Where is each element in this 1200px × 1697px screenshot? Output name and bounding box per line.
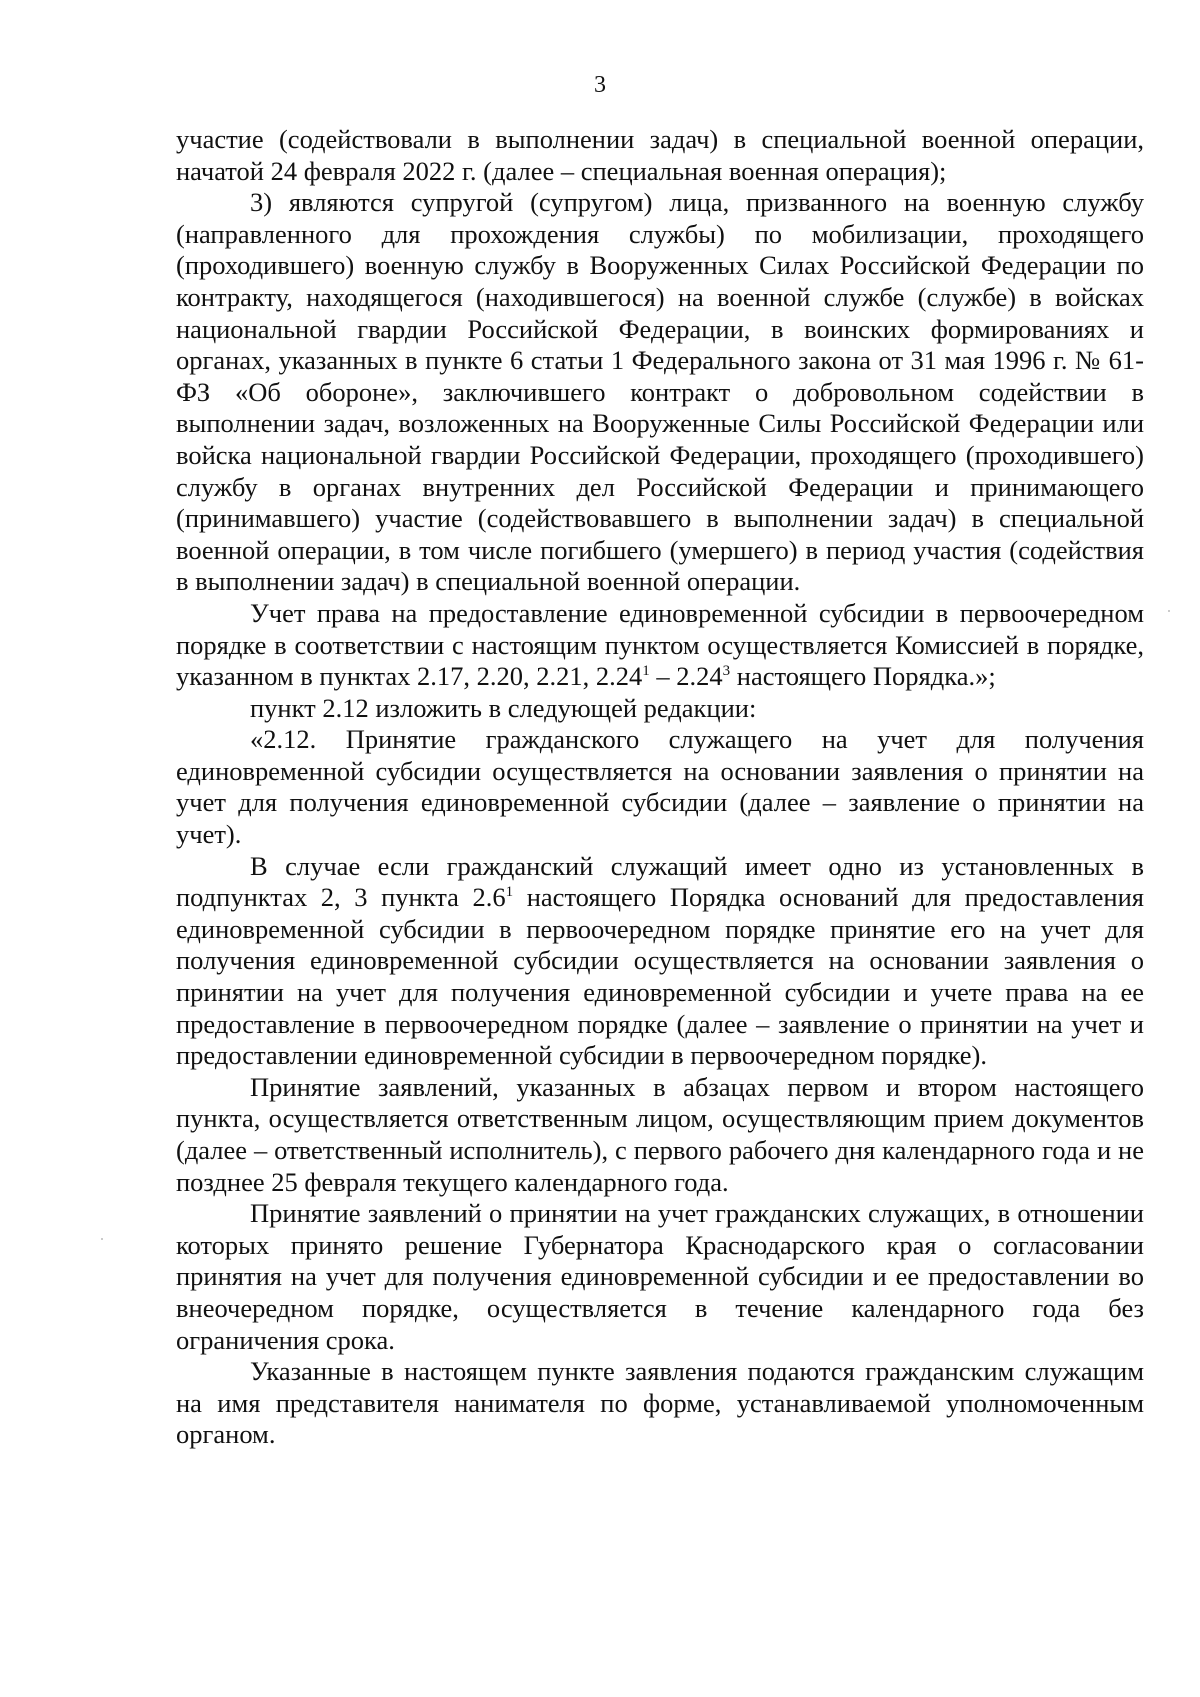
paragraph-6 [176,851,1144,1072]
scan-speck [1168,610,1170,612]
paragraph-6-text-b: настоящего Порядка оснований для предоставления единовременной субсидии в первоочередном порядке принятие его на учет для получения единовременной субсидии осуществляется на основании заявления о принятии на учет для получения единовременной субсидии и учете права на ее предоставление в первоочередном порядке (далее – заявление о принятии на учет и предоставлении единовременной субсидии в первоочередном порядке). [176,882,1144,1071]
paragraph-9: Указанные в настоящем пункте заявления подаются гражданским служащим на имя представителя нанимателя по форме, устанавливаемой уполномоченным органом. [176,1356,1144,1450]
paragraph-3 [176,598,1144,693]
superscript-3: 3 [722,663,731,680]
page-number: 3 [594,72,606,98]
paragraph-2: 3) являются супругой (супругом) лица, призванного на военную службу (направленного для прохождения службы) по мобилизации, проходящего (проходившего) военную службу в Вооруженных Силах Российской Федерации по контракту, находящегося (находившегося) на военной службе (службе) в войсках национальной гвардии Российской Федерации, в воинских формированиях и органах, указанных в пункте 6 статьи 1 Федерального закона от 31 мая 1996 г. № 61-ФЗ «Об обороне», заключившего контракт о добровольном содействии в выполнении задач, возложенных на Вооруженные Силы Российской Федерации или войска национальной гвардии Российской Федерации, проходящего (проходившего) службу в органах внутренних дел Российской Федерации и принимающего (принимавшего) участие (содействовавшего в выполнении задач) в специальной военной операции, в том числе погибшего (умершего) в период участия (содействия в выполнении задач) в специальной военной операции. [176,187,1144,597]
paragraph-3-text-b: – 2.24 [649,661,723,692]
superscript-1: 1 [642,663,650,680]
paragraph-4: пункт 2.12 изложить в следующей редакции: [250,692,757,723]
paragraph-3-text-a: Учет права на предоставление единовременной субсидии в первоочередном порядке в соответствии с настоящим пунктом осуществляется Комиссией в порядке, указанном в пунктах 2.17, 2.20, 2.21, 2.24 [176,597,1144,692]
paragraph-1: участие (содействовали в выполнении задач) в специальной военной операции, начатой 24 февраля 2022 г. (далее – специальная военная операция); [176,124,1144,186]
scan-speck [101,1238,103,1240]
document-body [176,124,1144,1451]
paragraph-7: Принятие заявлений, указанных в абзацах первом и втором настоящего пункта, осуществляется ответственным лицом, осуществляющим прием документов (далее – ответственный исполнитель), с первого рабочего дня календарного года и не позднее 25 февраля текущего календарного года. [176,1071,1144,1197]
paragraph-8: Принятие заявлений о принятии на учет гражданских служащих, в отношении которых принято решение Губернатора Краснодарского края о согласовании принятия на учет для получения единовременной субсидии и ее предоставлении во внеочередном порядке, осуществляется в течение календарного года без ограничения срока. [176,1198,1144,1355]
superscript-1-b: 1 [505,884,514,901]
paragraph-6-text-a: В случае если гражданский служащий имеет одно из установленных в подпунктах 2, 3 пункта 2.6 [176,850,1144,913]
paragraph-5: «2.12. Принятие гражданского служащего на учет для получения единовременной субсидии осуществляется на основании заявления о принятии на учет для получения единовременной субсидии (далее – заявление о принятии на учет). [176,724,1144,850]
paragraph-3-text-c: настоящего Порядка.»; [730,661,996,692]
